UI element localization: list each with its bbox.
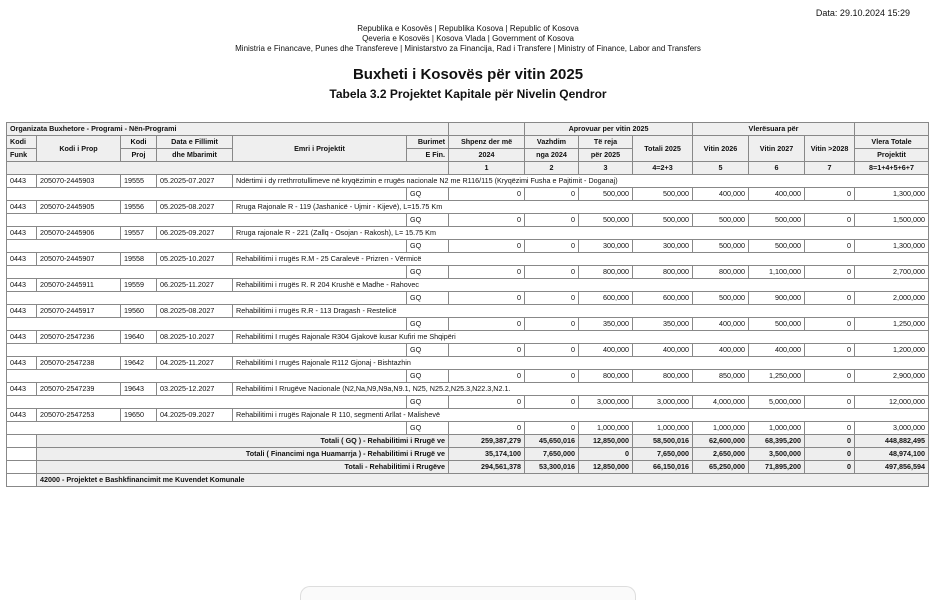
project-amounts-row bbox=[7, 240, 929, 253]
project-name: Rehabilitimi I rrugës Rajonale R112 Gjonaj - Bishtazhin bbox=[233, 357, 929, 370]
total-2025: 300,000 bbox=[633, 240, 693, 253]
period: 04.2025-11.2027 bbox=[157, 357, 233, 370]
funk-code: 0443 bbox=[7, 357, 37, 370]
estimate-2028: 0 bbox=[805, 214, 855, 227]
report-date: Data: 29.10.2024 15:29 bbox=[815, 8, 910, 18]
next-section-title: 42000 - Projektet e Bashkfinancimit me Kuvendet Komunale bbox=[37, 474, 929, 487]
spent-2024: 0 bbox=[449, 396, 525, 409]
proj-code: 19557 bbox=[121, 227, 157, 240]
column-header-row-1 bbox=[7, 136, 929, 149]
col-vlera: Vlera Totale bbox=[855, 136, 929, 149]
report-title: Buxheti i Kosovës për vitin 2025 bbox=[352, 66, 584, 83]
col-2027: Vitin 2027 bbox=[749, 136, 805, 162]
funding-source: GQ bbox=[407, 422, 449, 435]
proj-code: 19642 bbox=[121, 357, 157, 370]
viewer-toolbar[interactable] bbox=[300, 586, 636, 600]
new-2025: 300,000 bbox=[579, 240, 633, 253]
funk-code: 0443 bbox=[7, 175, 37, 188]
continuing-2024: 0 bbox=[525, 188, 579, 201]
total-2025: 600,000 bbox=[633, 292, 693, 305]
project-amounts-row bbox=[7, 292, 929, 305]
total-2025: 500,000 bbox=[633, 188, 693, 201]
prop-code: 205070-2547236 bbox=[37, 331, 121, 344]
total-2025: 800,000 bbox=[633, 266, 693, 279]
spent-2024: 0 bbox=[449, 318, 525, 331]
estimate-2027: 500,000 bbox=[749, 318, 805, 331]
estimate-2027: 400,000 bbox=[749, 188, 805, 201]
totals-label: Totali ( GQ ) - Rehabilitimi i Rrugë ve bbox=[37, 435, 449, 448]
totals-label: Totali - Rehabilitimi i Rrugëve bbox=[37, 461, 449, 474]
funding-source: GQ bbox=[407, 318, 449, 331]
new-2025: 350,000 bbox=[579, 318, 633, 331]
estimate-2026: 500,000 bbox=[693, 292, 749, 305]
spent-2024: 0 bbox=[449, 422, 525, 435]
estimate-2026: 400,000 bbox=[693, 318, 749, 331]
col-2028: Vitin >2028 bbox=[805, 136, 855, 162]
estimate-2028: 0 bbox=[805, 344, 855, 357]
project-total-value: 12,000,000 bbox=[855, 396, 929, 409]
prop-code: 205070-2445917 bbox=[37, 305, 121, 318]
estimate-2028: 0 bbox=[805, 370, 855, 383]
col-kodi-prop: Kodi i Prop bbox=[37, 136, 121, 162]
spent-2024: 0 bbox=[449, 370, 525, 383]
totals-row: Totali ( Financimi nga Huamarrja ) - Rehabilitimi i Rrugë ve 35,174,100 7,650,000 0 7,650,000 2,650,000 3,500,000 0 48,974,100 bbox=[7, 448, 929, 461]
continuing-2024: 0 bbox=[525, 370, 579, 383]
funding-source: GQ bbox=[407, 292, 449, 305]
new-2025: 500,000 bbox=[579, 214, 633, 227]
col-vazhdim: Vazhdim bbox=[525, 136, 579, 149]
period: 06.2025-09.2027 bbox=[157, 227, 233, 240]
total-2025: 400,000 bbox=[633, 344, 693, 357]
total-2025: 500,000 bbox=[633, 214, 693, 227]
new-2025: 800,000 bbox=[579, 266, 633, 279]
spent-2024: 0 bbox=[449, 266, 525, 279]
estimate-2027: 500,000 bbox=[749, 214, 805, 227]
col-2026: Vitin 2026 bbox=[693, 136, 749, 162]
spent-2024: 0 bbox=[449, 188, 525, 201]
project-row bbox=[7, 253, 929, 266]
estimate-2026: 500,000 bbox=[693, 214, 749, 227]
proj-code: 19559 bbox=[121, 279, 157, 292]
estimate-2028: 0 bbox=[805, 188, 855, 201]
funk-code: 0443 bbox=[7, 305, 37, 318]
funding-source: GQ bbox=[407, 240, 449, 253]
project-amounts-row bbox=[7, 344, 929, 357]
col-data: Data e Fillimit bbox=[157, 136, 233, 149]
proj-code: 19556 bbox=[121, 201, 157, 214]
project-total-value: 3,000,000 bbox=[855, 422, 929, 435]
proj-code: 19643 bbox=[121, 383, 157, 396]
estimate-2026: 400,000 bbox=[693, 344, 749, 357]
proj-code: 19640 bbox=[121, 331, 157, 344]
project-name: Rehabilitimi I Rrugëve Nacionale (N2,Na,N9,N9a,N9.1, N25, N25.2,N25.3,N22.3,N2.1. bbox=[233, 383, 929, 396]
project-amounts-row bbox=[7, 318, 929, 331]
continuing-2024: 0 bbox=[525, 422, 579, 435]
estimate-2027: 1,100,000 bbox=[749, 266, 805, 279]
continuing-2024: 0 bbox=[525, 266, 579, 279]
project-row bbox=[7, 175, 929, 188]
period: 08.2025-10.2027 bbox=[157, 331, 233, 344]
project-total-value: 2,000,000 bbox=[855, 292, 929, 305]
spent-2024: 0 bbox=[449, 214, 525, 227]
project-row bbox=[7, 383, 929, 396]
group-header-row bbox=[7, 123, 929, 136]
approved-header: Aprovuar per vitin 2025 bbox=[525, 123, 693, 136]
new-2025: 800,000 bbox=[579, 370, 633, 383]
total-2025: 3,000,000 bbox=[633, 396, 693, 409]
projects-table bbox=[6, 122, 929, 487]
funding-source: GQ bbox=[407, 214, 449, 227]
project-amounts-row bbox=[7, 422, 929, 435]
new-2025: 400,000 bbox=[579, 344, 633, 357]
project-row bbox=[7, 201, 929, 214]
estimate-2026: 400,000 bbox=[693, 188, 749, 201]
col-kodi-proj: Kodi bbox=[121, 136, 157, 149]
project-amounts-row bbox=[7, 266, 929, 279]
numbering-row: 1 2 3 4=2+3 5 6 7 8=1+4+5+6+7 bbox=[7, 162, 929, 175]
col-totali: Totali 2025 bbox=[633, 136, 693, 162]
prop-code: 205070-2445911 bbox=[37, 279, 121, 292]
funk-code: 0443 bbox=[7, 409, 37, 422]
estimate-2028: 0 bbox=[805, 318, 855, 331]
org-header: Organizata Buxhetore - Programi - Nën-Programi bbox=[7, 123, 449, 136]
continuing-2024: 0 bbox=[525, 344, 579, 357]
spent-2024: 0 bbox=[449, 292, 525, 305]
totals-row: Totali - Rehabilitimi i Rrugëve 294,561,378 53,300,016 12,850,000 66,150,016 65,250,000 71,895,200 0 497,856,594 bbox=[7, 461, 929, 474]
column-header-row-2: Funk Proj dhe Mbarimit E Fin. 2024 nga 2024 për 2025 Projektit bbox=[7, 149, 929, 162]
continuing-2024: 0 bbox=[525, 240, 579, 253]
project-name: Rehabilitimi i rrugës R.M - 25 Caralevë - Prizren - Vërmicë bbox=[233, 253, 929, 266]
estimate-2026: 1,000,000 bbox=[693, 422, 749, 435]
prop-code: 205070-2445907 bbox=[37, 253, 121, 266]
funk-code: 0443 bbox=[7, 383, 37, 396]
project-row bbox=[7, 305, 929, 318]
period: 05.2025-08.2027 bbox=[157, 201, 233, 214]
spent-2024: 0 bbox=[449, 240, 525, 253]
proj-code: 19650 bbox=[121, 409, 157, 422]
estimate-2027: 1,000,000 bbox=[749, 422, 805, 435]
new-2025: 3,000,000 bbox=[579, 396, 633, 409]
estimate-2026: 500,000 bbox=[693, 240, 749, 253]
next-section-row bbox=[7, 474, 929, 487]
project-row bbox=[7, 409, 929, 422]
col-shpenz: Shpenz der më bbox=[449, 136, 525, 149]
project-name: Rruga Rajonale R - 119 (Jashanicë - Ujmir - Kijevë), L=15.75 Km bbox=[233, 201, 929, 214]
project-amounts-row bbox=[7, 396, 929, 409]
project-name: Rehabilitimi i rrugës Rajonale R 110, segmenti Arllat - Malishevë bbox=[233, 409, 929, 422]
project-row bbox=[7, 357, 929, 370]
col-kodi-funk: Kodi bbox=[7, 136, 37, 149]
period: 05.2025-10.2027 bbox=[157, 253, 233, 266]
project-amounts-row bbox=[7, 214, 929, 227]
proj-code: 19560 bbox=[121, 305, 157, 318]
estimate-2027: 400,000 bbox=[749, 344, 805, 357]
estimate-2028: 0 bbox=[805, 292, 855, 305]
funding-source: GQ bbox=[407, 370, 449, 383]
funding-source: GQ bbox=[407, 266, 449, 279]
continuing-2024: 0 bbox=[525, 292, 579, 305]
estimate-2028: 0 bbox=[805, 266, 855, 279]
period: 03.2025-12.2027 bbox=[157, 383, 233, 396]
period: 06.2025-11.2027 bbox=[157, 279, 233, 292]
project-total-value: 1,300,000 bbox=[855, 188, 929, 201]
continuing-2024: 0 bbox=[525, 214, 579, 227]
project-name: Rehabilitimi i rrugës R.R - 113 Dragash - Restelicë bbox=[233, 305, 929, 318]
prop-code: 205070-2547253 bbox=[37, 409, 121, 422]
report-subtitle: Tabela 3.2 Projektet Kapitale për Nivelin Qendror bbox=[329, 87, 607, 101]
estimated-header: Vlerësuara për bbox=[693, 123, 855, 136]
funk-code: 0443 bbox=[7, 227, 37, 240]
project-total-value: 1,200,000 bbox=[855, 344, 929, 357]
estimate-2028: 0 bbox=[805, 396, 855, 409]
prop-code: 205070-2547239 bbox=[37, 383, 121, 396]
project-total-value: 1,250,000 bbox=[855, 318, 929, 331]
continuing-2024: 0 bbox=[525, 396, 579, 409]
estimate-2027: 5,000,000 bbox=[749, 396, 805, 409]
project-total-value: 1,300,000 bbox=[855, 240, 929, 253]
header-line-3: Ministria e Financave, Punes dhe Transfereve | Ministarstvo za Financija, Rad i Transfere | Ministry of Finance, Labor and Transfers bbox=[235, 44, 701, 53]
project-total-value: 2,700,000 bbox=[855, 266, 929, 279]
project-amounts-row bbox=[7, 370, 929, 383]
project-name: Ndërtimi i dy rrethrrotullimeve në kryqëzimin e rrugës nacionale N2 me R116/115 (Kryqëzimi Fusha e Pajtimit - Doganaj) bbox=[233, 175, 929, 188]
total-2025: 350,000 bbox=[633, 318, 693, 331]
prop-code: 205070-2445903 bbox=[37, 175, 121, 188]
funk-code: 0443 bbox=[7, 279, 37, 292]
funk-code: 0443 bbox=[7, 201, 37, 214]
spent-2024: 0 bbox=[449, 344, 525, 357]
funk-code: 0443 bbox=[7, 253, 37, 266]
total-2025: 1,000,000 bbox=[633, 422, 693, 435]
estimate-2028: 0 bbox=[805, 422, 855, 435]
header-line-1: Republika e Kosovës | Republika Kosova | Republic of Kosova bbox=[357, 24, 579, 33]
funk-code: 0443 bbox=[7, 331, 37, 344]
funding-source: GQ bbox=[407, 188, 449, 201]
project-name: Rehabilitimi I rrugës Rajonale R304 Gjakovë kusar Kufiri me Shqipëri bbox=[233, 331, 929, 344]
project-name: Rruga rajonale R - 221 (Zallq - Osojan - Rakosh), L= 15.75 Km bbox=[233, 227, 929, 240]
project-total-value: 2,900,000 bbox=[855, 370, 929, 383]
col-te-reja: Të reja bbox=[579, 136, 633, 149]
funding-source: GQ bbox=[407, 344, 449, 357]
proj-code: 19558 bbox=[121, 253, 157, 266]
estimate-2028: 0 bbox=[805, 240, 855, 253]
prop-code: 205070-2547238 bbox=[37, 357, 121, 370]
totals-label: Totali ( Financimi nga Huamarrja ) - Rehabilitimi i Rrugë ve bbox=[37, 448, 449, 461]
project-amounts-row bbox=[7, 188, 929, 201]
new-2025: 600,000 bbox=[579, 292, 633, 305]
estimate-2026: 800,000 bbox=[693, 266, 749, 279]
new-2025: 500,000 bbox=[579, 188, 633, 201]
period: 04.2025-09.2027 bbox=[157, 409, 233, 422]
estimate-2027: 500,000 bbox=[749, 240, 805, 253]
project-row bbox=[7, 227, 929, 240]
estimate-2027: 1,250,000 bbox=[749, 370, 805, 383]
new-2025: 1,000,000 bbox=[579, 422, 633, 435]
estimate-2027: 900,000 bbox=[749, 292, 805, 305]
project-row bbox=[7, 279, 929, 292]
project-name: Rehabilitimi i rrugës R. R 204 Krushë e Madhe - Rahovec bbox=[233, 279, 929, 292]
period: 08.2025-08.2027 bbox=[157, 305, 233, 318]
period: 05.2025-07.2027 bbox=[157, 175, 233, 188]
prop-code: 205070-2445905 bbox=[37, 201, 121, 214]
header-line-2: Qeveria e Kosovës | Kosova Vlada | Government of Kosova bbox=[362, 34, 574, 43]
project-row bbox=[7, 331, 929, 344]
prop-code: 205070-2445906 bbox=[37, 227, 121, 240]
proj-code: 19555 bbox=[121, 175, 157, 188]
funding-source: GQ bbox=[407, 396, 449, 409]
estimate-2026: 4,000,000 bbox=[693, 396, 749, 409]
project-total-value: 1,500,000 bbox=[855, 214, 929, 227]
report-header bbox=[0, 24, 936, 54]
col-emri: Emri i Projektit bbox=[233, 136, 407, 162]
totals-row: Totali ( GQ ) - Rehabilitimi i Rrugë ve 259,387,279 45,650,016 12,850,000 58,500,016 62,600,000 68,395,200 0 448,882,495 bbox=[7, 435, 929, 448]
col-burimet: Burimet bbox=[407, 136, 449, 149]
continuing-2024: 0 bbox=[525, 318, 579, 331]
total-2025: 800,000 bbox=[633, 370, 693, 383]
estimate-2026: 850,000 bbox=[693, 370, 749, 383]
